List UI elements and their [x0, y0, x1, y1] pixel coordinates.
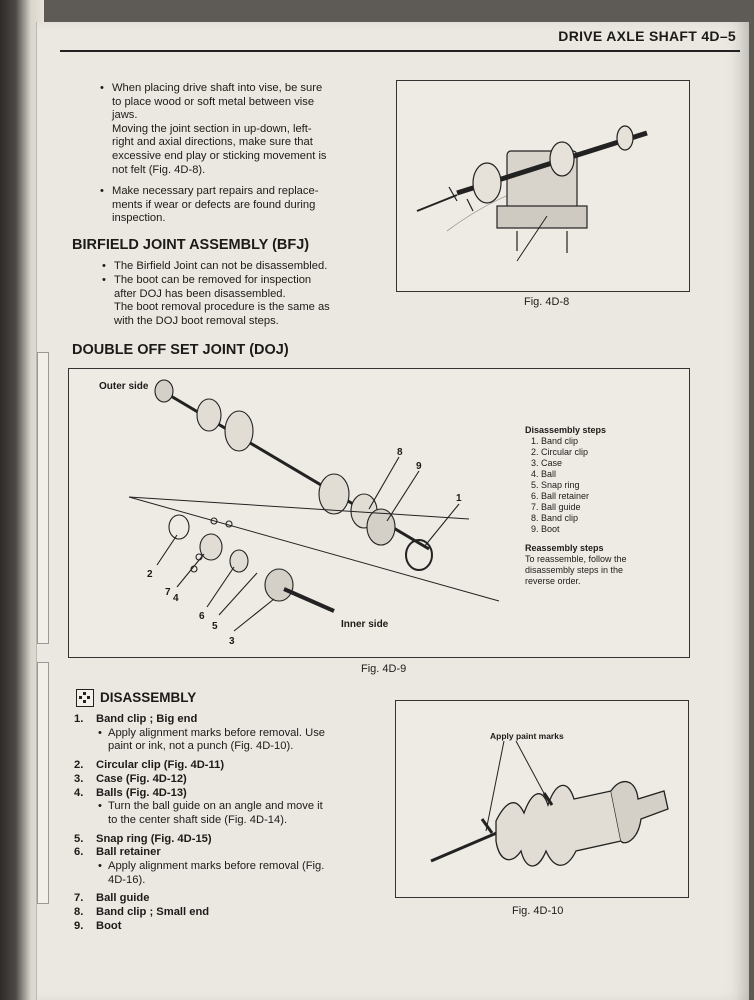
text-line: jaws.	[112, 109, 138, 122]
item-title: Boot	[96, 919, 122, 932]
item-number: 9.	[74, 919, 84, 932]
legend-step: 5. Snap ring	[531, 480, 580, 490]
disassembly-steps-legend	[525, 425, 627, 587]
item-number: 7.	[74, 892, 84, 905]
disassembly-item	[74, 787, 325, 801]
bfj-bullet-2: • The boot can be removed for inspection after DOJ has been disassembled. The boot removal procedure is the same as with the DOJ boot removal steps.	[114, 274, 384, 328]
text-line: Turn the ball guide on an angle and move it	[108, 800, 323, 813]
text-line: Apply alignment marks before removal (Fig.	[108, 860, 325, 873]
callout-7: 7	[165, 587, 171, 598]
legend-step: 3. Case	[531, 458, 563, 468]
item-sub: • Apply alignment marks before removal. Use paint or ink, not a punch (Fig. 4D-10).	[98, 726, 326, 753]
item-title: Ball retainer	[96, 846, 161, 859]
page-header: DRIVE AXLE SHAFT 4D–5	[558, 28, 736, 44]
intro-bullet-2: • Make necessary part repairs and replace- ments if wear or defects are found during inspection.	[112, 185, 382, 226]
legend-title: Disassembly steps	[525, 425, 607, 435]
disassembly-item	[74, 833, 325, 847]
disassembly-item	[74, 906, 325, 920]
reassembly-line: reverse order.	[525, 576, 581, 586]
ball-retainer-part	[200, 534, 222, 560]
drive-shaft-in-vise-illustration	[397, 81, 689, 291]
callout-8: 8	[397, 447, 403, 458]
text-line: after DOJ has been disassembled.	[114, 287, 286, 300]
figure-4d-10-caption: Fig. 4D-10	[512, 905, 564, 917]
bfj-heading: BIRFIELD JOINT ASSEMBLY (BFJ)	[72, 237, 310, 253]
callout-9: 9	[416, 461, 422, 472]
legend-step: 2. Circular clip	[531, 447, 589, 457]
item-number: 2.	[74, 759, 84, 772]
legend-step: 8. Band clip	[531, 513, 579, 523]
outer-boot-part	[225, 411, 253, 451]
callout-5: 5	[212, 621, 218, 632]
item-number: 8.	[74, 906, 84, 919]
item-title: Ball guide	[96, 892, 150, 905]
text-line: Make necessary part repairs and replace-	[112, 185, 319, 197]
text-line: ments if wear or defects are found during	[112, 198, 316, 211]
figure-4d-10	[395, 700, 689, 898]
text-line: with the DOJ boot removal steps.	[114, 314, 279, 327]
boot-paint-mark-illustration	[396, 701, 688, 897]
figure-4d-9	[68, 368, 690, 658]
item-sub: • Apply alignment marks before removal (Fig. 4D-16).	[98, 860, 325, 886]
item-title: Case (Fig. 4D-12)	[96, 772, 187, 785]
text-line: The boot can be removed for inspection	[114, 274, 312, 286]
disassembly-heading: DISASSEMBLY	[100, 690, 197, 705]
text-line: paint or ink, not a punch (Fig. 4D-10).	[108, 740, 294, 753]
text-line: Apply alignment marks before removal. Use	[108, 726, 326, 739]
bfj-bullet-1: • The Birfield Joint can not be disassembled.	[114, 260, 384, 274]
text-line: to the center shaft side (Fig. 4D-14).	[108, 813, 288, 826]
text-line: The Birfield Joint can not be disassembled.	[114, 260, 328, 272]
disassembly-list	[74, 713, 325, 934]
text-line: 4D-16).	[108, 873, 146, 886]
item-number: 5.	[74, 832, 84, 845]
joint-case-outline	[611, 782, 668, 843]
text-line: Moving the joint section in up-down, left-	[112, 122, 312, 135]
legend-step: 4. Ball	[531, 469, 557, 479]
disassembly-icon	[76, 689, 94, 707]
boot-outline	[496, 785, 621, 866]
item-number: 4.	[74, 786, 84, 799]
intro-bullet-1: • When placing drive shaft into vise, be sure to place wood or soft metal between vise jaws. Moving the joint section in up-down, left- right and axial directions, make sure that excessive end play or sticking movement is not felt (Fig. 4D-8).	[112, 82, 382, 177]
item-title: Band clip ; Small end	[96, 906, 210, 919]
inner-side-label: Inner side	[341, 619, 389, 630]
callout-3: 3	[229, 636, 235, 647]
callout-1: 1	[456, 493, 462, 504]
page-edge-tab	[37, 662, 49, 904]
header-rule	[60, 50, 740, 52]
disassembly-item	[74, 846, 325, 860]
page-edge-tab	[37, 352, 49, 644]
text-line: inspection.	[112, 212, 166, 225]
legend-step: 6. Ball retainer	[531, 491, 590, 501]
legend-step: 9. Boot	[531, 524, 560, 534]
disassembly-item	[74, 920, 325, 934]
disassembly-item	[74, 892, 325, 906]
item-number: 1.	[74, 713, 84, 725]
callout-4: 4	[173, 593, 179, 604]
outer-side-label: Outer side	[99, 381, 149, 392]
case-part	[265, 569, 293, 601]
inner-boot-part	[319, 474, 349, 514]
item-sub: • Turn the ball guide on an angle and move it to the center shaft side (Fig. 4D-14).	[74, 800, 325, 827]
figure-4d-9-caption: Fig. 4D-9	[361, 663, 407, 675]
disassembly-item	[74, 713, 325, 727]
item-title: Snap ring (Fig. 4D-15)	[96, 832, 212, 845]
text-line: not felt (Fig. 4D-8).	[112, 163, 206, 176]
figure-4d-8-caption: Fig. 4D-8	[524, 296, 570, 308]
legend-step: 7. Ball guide	[531, 502, 581, 512]
reassembly-title: Reassembly steps	[525, 543, 604, 553]
outer-joint-part	[155, 380, 173, 402]
item-title: Balls (Fig. 4D-13)	[96, 786, 187, 799]
text-line: right and axial directions, make sure that	[112, 136, 313, 149]
disassembly-item	[74, 759, 325, 773]
text-line: excessive end play or sticking movement is	[112, 149, 327, 162]
callout-2: 2	[147, 569, 153, 580]
text-line: to place wood or soft metal between vise	[112, 95, 315, 108]
callout-6: 6	[199, 611, 205, 622]
reassembly-line: disassembly steps in the	[525, 565, 624, 575]
text-line: The boot removal procedure is the same as	[114, 301, 330, 314]
item-number: 6.	[74, 846, 84, 859]
paint-marks-label: Apply paint marks	[490, 731, 564, 741]
snap-ring-part	[169, 515, 189, 539]
doj-heading: DOUBLE OFF SET JOINT (DOJ)	[72, 342, 289, 358]
item-title: Circular clip (Fig. 4D-11)	[96, 759, 225, 772]
reassembly-line: To reassemble, follow the	[525, 554, 627, 564]
text-line: When placing drive shaft into vise, be sure	[112, 82, 323, 94]
disassembly-item	[74, 773, 325, 787]
item-title: Band clip ; Big end	[96, 713, 198, 725]
outer-boot-part	[197, 399, 221, 431]
item-number: 3.	[74, 772, 84, 785]
figure-4d-8	[396, 80, 690, 292]
legend-step: 1. Band clip	[531, 436, 579, 446]
